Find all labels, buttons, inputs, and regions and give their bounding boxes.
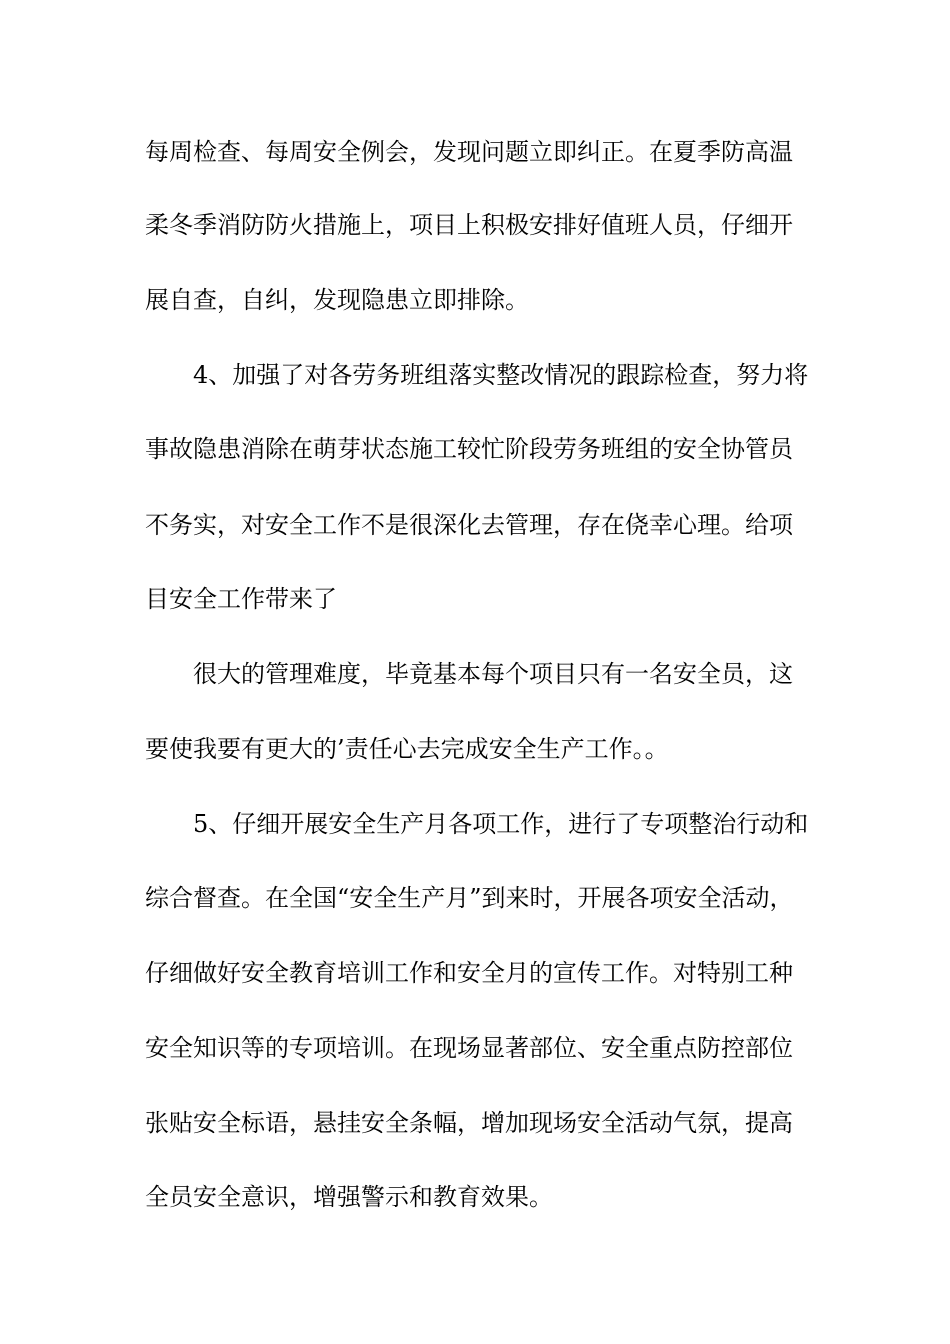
text-line: 每周检查、每周安全例会，发现问题立即纠正。在夏季防高温: [145, 138, 793, 166]
text-line: 仔细做好安全教育培训工作和安全月的宣传工作。对特别工种: [145, 959, 793, 987]
paragraph-5-start: 5、仔细开展安全生产月各项工作，进行了专项整治行动和: [193, 810, 809, 838]
text-line: 要使我要有更大的’责任心去完成安全生产工作。。: [145, 735, 669, 763]
text-line: 展自查，自纠，发现隐患立即排除。: [145, 286, 529, 314]
text-line: 事故隐患消除在萌芽状态施工较忙阶段劳务班组的安全协管员: [145, 435, 793, 463]
text-line: 目安全工作带来了: [145, 585, 337, 613]
paragraph-start: 很大的管理难度，毕竟基本每个项目只有一名安全员，这: [193, 660, 793, 688]
paragraph-4-start: 4、加强了对各劳务班组落实整改情况的跟踪检查，努力将: [193, 361, 809, 389]
text-line: 张贴安全标语，悬挂安全条幅，增加现场安全活动气氛，提高: [145, 1109, 793, 1137]
text-line: 不务实，对安全工作不是很深化去管理，存在侥幸心理。给项: [145, 511, 793, 539]
text-line: 安全知识等的专项培训。在现场显著部位、安全重点防控部位: [145, 1034, 793, 1062]
text-line: 综合督查。在全国“安全生产月”到来时，开展各项安全活动，: [145, 884, 794, 912]
text-line: 柔冬季消防防火措施上，项目上积极安排好值班人员，仔细开: [145, 211, 793, 239]
text-line: 全员安全意识，增强警示和教育效果。: [145, 1183, 553, 1211]
